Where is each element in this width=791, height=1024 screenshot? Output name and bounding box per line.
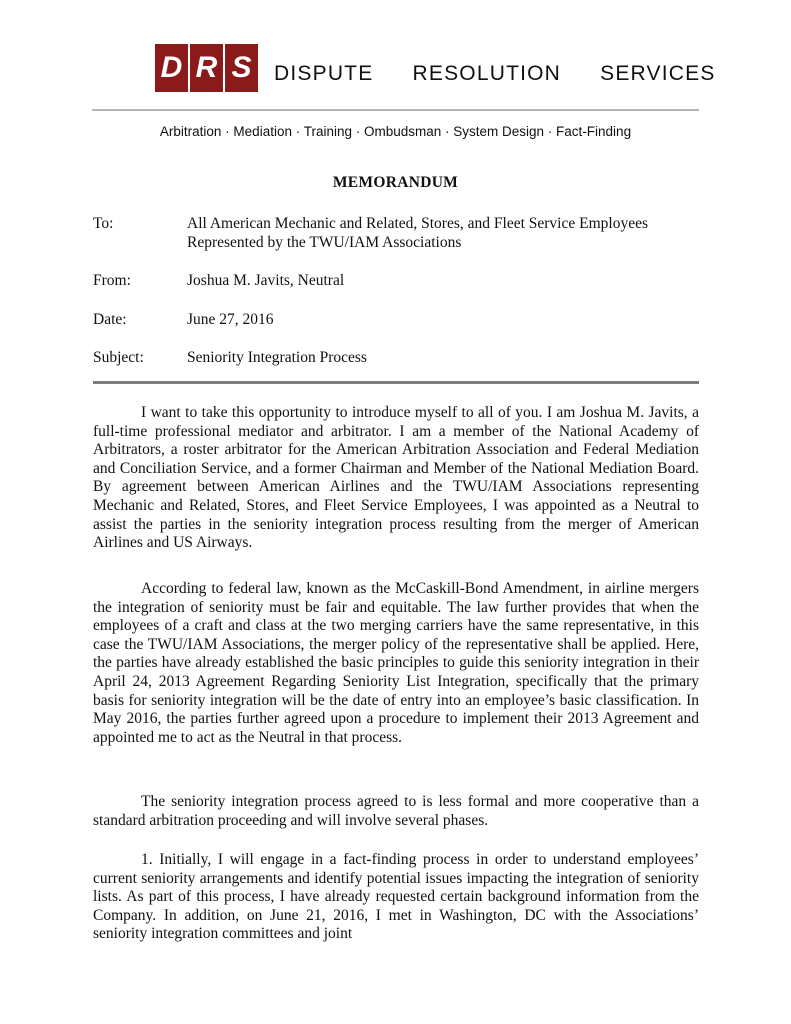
subject-field xyxy=(93,348,703,368)
memo-header-divider xyxy=(93,381,699,384)
body-paragraph: According to federal law, known as the McCaskill-Bond Amendment, in airline mergers the integration of seniority must be fair and equitable. The law further provides that when the employees of a craft and class at the two merging carriers have the same representative, in this case the TWU/IAM Associations, the merger policy of the representative shall be applied. Here, the parties have already established the basic principles to guide this seniority integration in their April 24, 2013 Agreement Regarding Seniority List Integration, specifically that the primary basis for seniority integration will be the date of entry into an employee’s basic classification. In May 2016, the parties further agreed upon a procedure to implement their 2013 Agreement and appointed me to act as the Neutral in that process. xyxy=(93,580,699,746)
logo-letter-r: R xyxy=(190,44,223,92)
to-value xyxy=(187,214,703,252)
from-field xyxy=(93,271,703,291)
logo-letter-s: S xyxy=(225,44,258,92)
body-paragraph: The seniority integration process agreed to is less formal and more cooperative than a standard arbitration proceeding and will involve several phases. xyxy=(93,793,699,829)
body-paragraph-1-block xyxy=(93,404,699,553)
from-value: Joshua M. Javits, Neutral xyxy=(187,272,345,289)
body-paragraph-3-block xyxy=(93,793,699,830)
to-label: To: xyxy=(93,215,114,232)
body-paragraph-2-block xyxy=(93,580,699,747)
date-label: Date: xyxy=(93,311,127,328)
from-label: From: xyxy=(93,272,131,289)
logo-letter-d: D xyxy=(155,44,188,92)
body-paragraph: 1. Initially, I will engage in a fact-finding process in order to understand employees’ current seniority arrangements and identify potential issues impacting the integration of seniority lists. As part of this process, I have already requested certain background information from the Company. In addition, on June 21, 2016, I met in Washington, DC with the Associations’ seniority integration committees and joint xyxy=(93,851,699,943)
body-paragraph-4-block xyxy=(93,851,699,944)
memo-title: MEMORANDUM xyxy=(332,174,459,191)
header-divider xyxy=(92,109,699,111)
subject-label: Subject: xyxy=(93,349,144,366)
services-tagline: Arbitration · Mediation · Training · Ombudsman · System Design · Fact-Finding xyxy=(159,124,632,139)
to-field xyxy=(93,214,703,254)
date-value: June 27, 2016 xyxy=(187,311,274,328)
to-value-line-2: Represented by the TWU/IAM Associations xyxy=(187,234,462,251)
body-paragraph: I want to take this opportunity to introduce myself to all of you. I am Joshua M. Javits, a full-time professional mediator and arbitrator. I am a member of the National Academy of Arbitrators, a roster arbitrator for the American Arbitration Association and Federal Mediation and Conciliation Service, and a former Chairman and Member of the National Mediation Board. By agreement between American Airlines and the TWU/IAM Associations representing Mechanic and Related, Stores, and Fleet Service Employees, I was appointed as a Neutral to assist the parties in the seniority integration process resulting from the merger of American Airlines and US Airways. xyxy=(93,404,699,552)
subject-value: Seniority Integration Process xyxy=(187,349,367,366)
drs-logo xyxy=(155,44,260,92)
organization-name: DISPUTE RESOLUTION SERVICES xyxy=(274,62,716,85)
date-field xyxy=(93,310,703,330)
to-value-line-1: All American Mechanic and Related, Stores, and Fleet Service Employees xyxy=(187,215,648,232)
